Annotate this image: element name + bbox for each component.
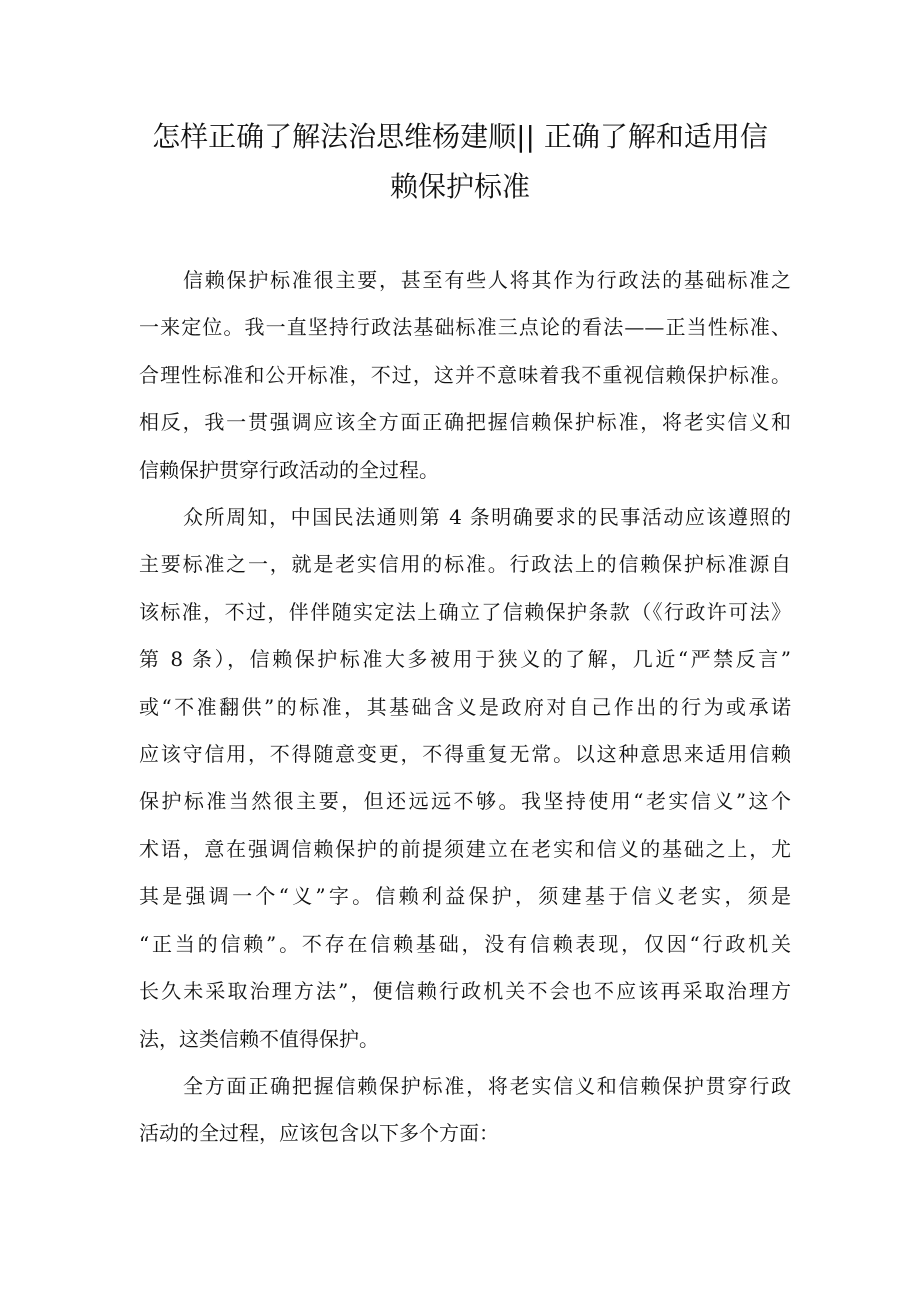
paragraph-line: 长久未采取治理方法”，便信赖行政机关不会也不应该再采取治理方 [139, 979, 791, 1004]
paragraph-line: 一来定位。我一直坚持行政法基础标准三点论的看法——正当性标准、 [139, 315, 791, 340]
paragraph-line: 活动的全过程，应该包含以下多个方面： [139, 1121, 499, 1146]
paragraph-line: 法，这类信赖不值得保护。 [139, 1026, 379, 1051]
paragraph-line: 第 8 条），信赖保护标准大多被用于狭义的了解，几近“严禁反言” [139, 647, 791, 672]
paragraph-3 [139, 1063, 791, 1158]
paragraph-line: 信赖保护标准很主要，甚至有些人将其作为行政法的基础标准之 [183, 268, 791, 292]
paragraph-line: 全方面正确把握信赖保护标准，将老实信义和信赖保护贯穿行政 [183, 1073, 791, 1098]
document-title [120, 112, 800, 212]
paragraph-1 [139, 257, 791, 494]
paragraph-line: 合理性标准和公开标准，不过，这并不意味着我不重视信赖保护标准。 [139, 362, 791, 387]
paragraph-line: 保护标准当然很主要，但还远远不够。我坚持使用“老实信义”这个 [139, 789, 791, 814]
title-line: 赖保护标准 [389, 170, 530, 203]
paragraph-line: 应该守信用，不得随意变更，不得重复无常。以这种意思来适用信赖 [139, 742, 791, 767]
paragraph-line: “正当的信赖”。不存在信赖基础，没有信赖表现，仅因“行政机关 [139, 931, 791, 956]
paragraph-2 [139, 494, 791, 1063]
paragraph-line: 该标准，不过，伴伴随实定法上确立了信赖保护条款（《行政许可法》 [139, 599, 791, 624]
title-line: 怎样正确了解法治思维杨建顺|| 正确了解和适用信 [152, 120, 768, 153]
paragraph-line: 主要标准之一，就是老实信用的标准。行政法上的信赖保护标准源自 [139, 552, 791, 577]
paragraph-line: 信赖保护贯穿行政活动的全过程。 [139, 457, 439, 482]
paragraph-line: 或“不准翻供”的标准，其基础含义是政府对自己作出的行为或承诺 [139, 694, 791, 719]
document-body [139, 257, 791, 1158]
paragraph-line: 相反，我一贯强调应该全方面正确把握信赖保护标准，将老实信义和 [139, 410, 791, 435]
paragraph-line: 其是强调一个“义”字。信赖利益保护，须建基于信义老实，须是 [139, 884, 791, 909]
paragraph-line: 众所周知，中国民法通则第 4 条明确要求的民事活动应该遵照的 [183, 505, 791, 530]
paragraph-line: 术语，意在强调信赖保护的前提须建立在老实和信义的基础之上，尤 [139, 836, 791, 861]
